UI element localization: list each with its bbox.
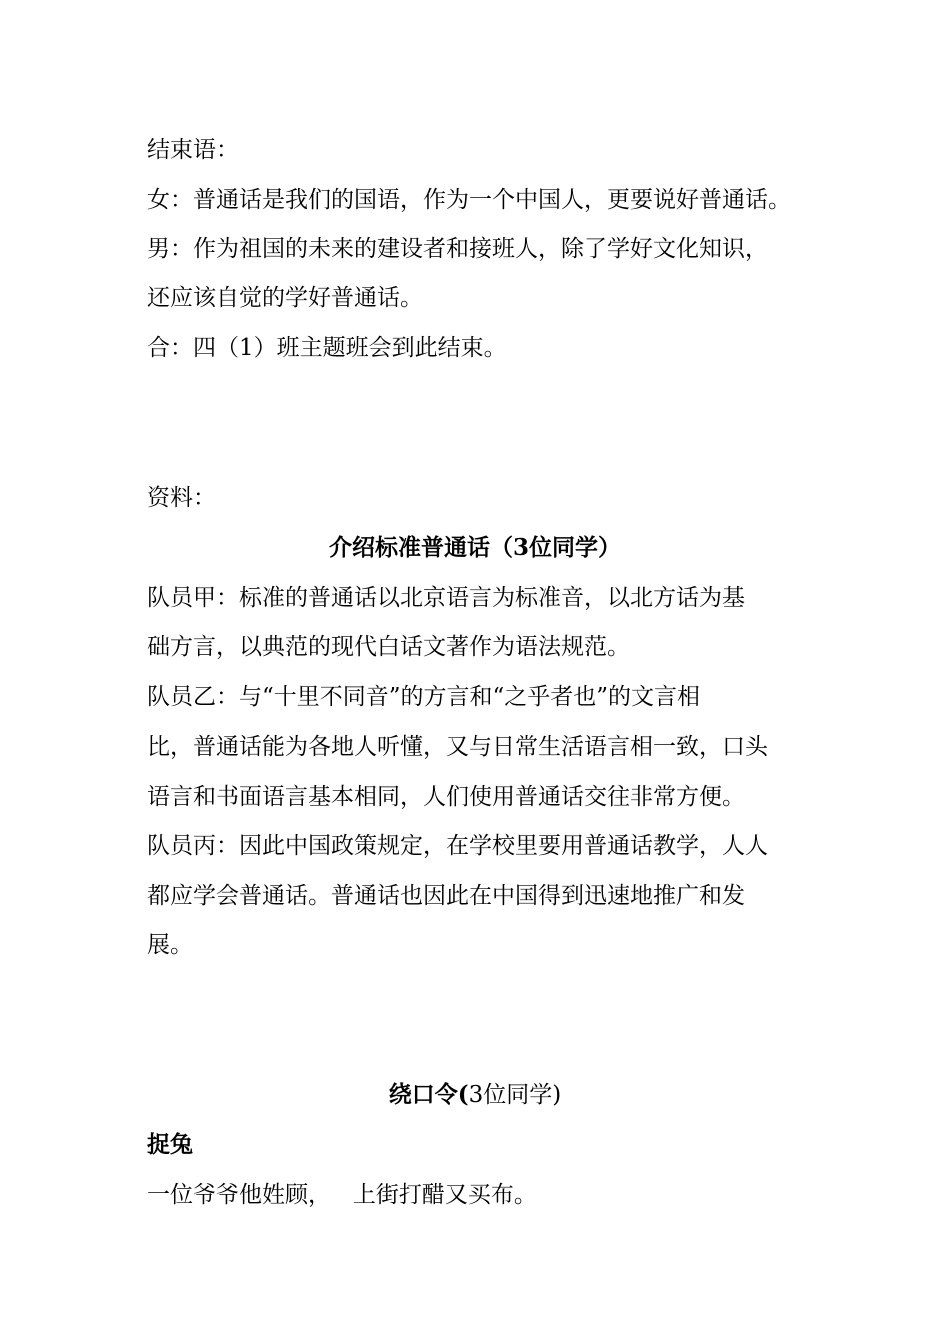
paragraph-line: 展。 — [147, 932, 193, 958]
section-title-tongue-twister — [0, 1080, 950, 1110]
paragraph-line: 队员丙：因此中国政策规定，在学校里要用普通话教学，人人 — [147, 833, 768, 859]
section-title-standard-mandarin: 介绍标准普通话（3位同学） — [328, 534, 621, 561]
section-title-normal-part: 3位同学) — [468, 1082, 562, 1108]
paragraph-line: 都应学会普通话。普通话也因此在中国得到迅速地推广和发 — [147, 883, 745, 909]
paragraph-line: 队员乙：与“十里不同音”的方言和“之乎者也”的文言相 — [147, 684, 701, 710]
paragraph-line: 语言和书面语言基本相同，人们使用普通话交往非常方便。 — [147, 784, 745, 810]
closing-line-1: 女：普通话是我们的国语，作为一个中国人，更要说好普通话。 — [147, 187, 791, 213]
tongue-twister-line: 一位爷爷他姓顾， 上街打醋又买布。 — [147, 1182, 537, 1208]
paragraph-line: 队员甲：标准的普通话以北京语言为标准音，以北方话为基 — [147, 585, 745, 611]
materials-heading: 资料： — [147, 485, 216, 511]
closing-line-2: 男：作为祖国的未来的建设者和接班人，除了学好文化知识， — [147, 236, 768, 262]
paragraph-line: 比，普通话能为各地人听懂，又与日常生活语言相一致，口头 — [147, 734, 768, 760]
section-title-bold-part: 绕口令( — [388, 1081, 469, 1108]
closing-heading: 结束语： — [147, 137, 239, 163]
paragraph-line: 础方言，以典范的现代白话文著作为语法规范。 — [147, 634, 630, 660]
closing-line-4: 合：四（1）班主题班会到此结束。 — [147, 335, 507, 361]
subtitle-catch-rabbit: 捉兔 — [147, 1131, 193, 1158]
closing-line-3: 还应该自觉的学好普通话。 — [147, 285, 423, 311]
